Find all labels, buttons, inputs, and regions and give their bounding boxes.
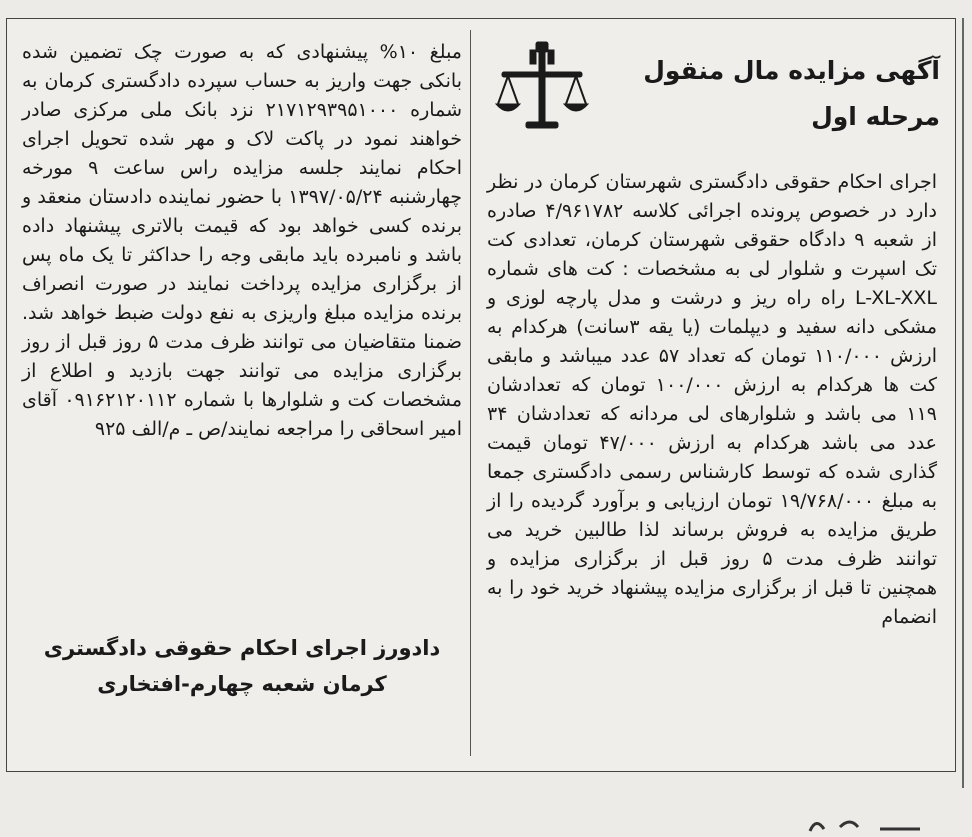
notice-signature <box>22 630 462 702</box>
notice-title <box>620 48 940 140</box>
next-ad-fragment <box>800 805 960 837</box>
notice-right-column <box>487 168 937 632</box>
column-rule <box>962 18 964 788</box>
notice-body-part1: اجرای احکام حقوقی دادگستری شهرستان کرمان در نظر دارد در خصوص پرونده اجرائی کلاسه ۴/۹۶۱۷۸۲ صادره از شعبه ۹ دادگاه حقوقی شهرستان کرمان، تعدادی کت تک اسپرت و شلوار لی به مشخصات : کت های شماره L-XL-XXL راه راه ریز و درشت و مدل پارچه لوزی و مشکی دانه سفید و دیپلمات (یا یقه ۳سانت) هرکدام به ارزش ۱۱۰/۰۰۰ تومان که تعداد ۵۷ عدد میباشد و مابقی کت ها هرکدام به ارزش ۱۰۰/۰۰۰ تومان که تعدادشان ۱۱۹ می باشد و شلوارهای لی مردانه که تعدادشان ۳۴ عدد می باشد هرکدام به ارزش ۴۷/۰۰۰ تومان قیمت گذاری شده که توسط کارشناس رسمی دادگستری جمعا به مبلغ ۱۹/۷۶۸/۰۰۰ تومان ارزیابی و برآورد گردیده را از طریق مزایده به فروش برساند لذا طالبین خرید می توانند ظرف مدت ۵ روز قبل از برگزاری مزایده و همچنین تا قبل از برگزاری مزایده پیشنهاد خرید خود را به انضمام <box>487 171 938 628</box>
signature-line1: دادورز اجرای احکام حقوقی دادگستری <box>43 636 441 660</box>
notice-left-column <box>22 38 462 444</box>
notice-title-line1: آگهی مزایده مال منقول <box>643 56 940 85</box>
notice-title-line2: مرحله اول <box>811 102 940 131</box>
column-divider <box>470 30 471 756</box>
scales-of-justice-icon <box>492 36 592 136</box>
signature-line2: کرمان شعبه چهارم-افتخاری <box>97 672 387 696</box>
notice-body-part2: مبلغ ۱۰% پیشنهادی که به صورت چک تضمین شده بانکی جهت واریز به حساب سپرده دادگستری کرمان به شماره ۲۱۷۱۲۹۳۹۵۱۰۰۰ نزد بانک ملی مرکزی صادر خواهند نمود در پاکت لاک و مهر شده تحویل اجرای احکام نمایند جلسه مزایده راس ساعت ۹ مورخه چهارشنبه ۱۳۹۷/۰۵/۲۴ با حضور نماینده دادستان منعقد و برنده کسی خواهد بود که قیمت بالاتری پیشنهاد داده باشد و نامبرده باید مابقی وجه را حداکثر تا یک ماه پس از برگزاری مزایده پرداخت نمایند در صورت انصراف برنده مزایده مبلغ واریزی به نفع دولت ضبط خواهد شد. ضمنا متقاضیان می توانند ظرف مدت ۵ روز قبل از روز برگزاری مزایده می توانند جهت بازدید و اطلاع از مشخصات کت و شلوارها با شماره ۰۹۱۶۲۱۲۰۱۱۲ آقای امیر اسحاقی را مراجعه نمایند/ص ـ م/الف ۹۲۵ <box>22 41 463 440</box>
